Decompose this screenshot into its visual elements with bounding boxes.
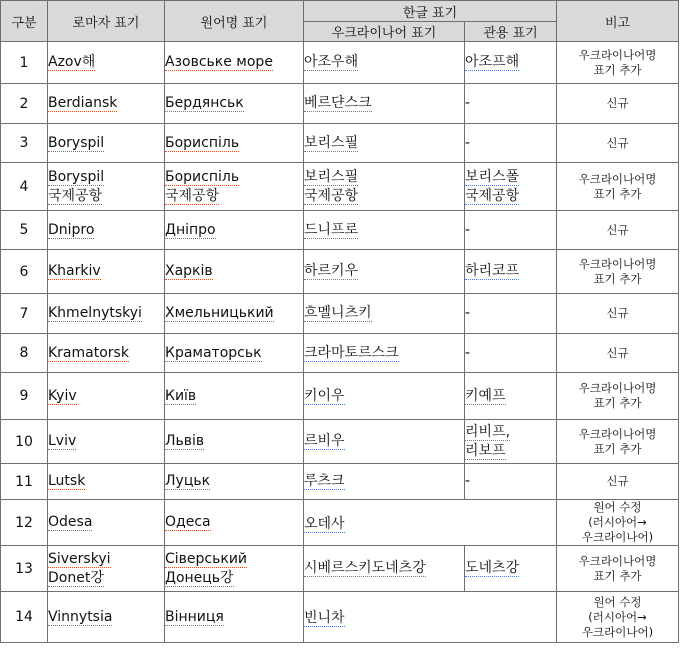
- note-text: 표기 추가: [593, 271, 642, 286]
- note-text: 표기 추가: [593, 396, 642, 410]
- roman-name-text: Siverskyi: [48, 550, 111, 567]
- roman-name-text: Boryspil: [48, 134, 105, 151]
- ukrainian-name-text: 오데사: [304, 515, 345, 532]
- roman-name-text: Dnipro: [48, 221, 95, 238]
- row-number: 14: [1, 592, 48, 643]
- ukrainian-name-text: 시베르스키도네츠강: [304, 560, 426, 576]
- original-name: [165, 500, 304, 546]
- roman-name: [48, 84, 165, 124]
- table-row: [1, 592, 679, 643]
- customary-name: [465, 334, 557, 373]
- ukrainian-name: [304, 42, 465, 84]
- table-body: [1, 42, 679, 643]
- note-text: (러시아어→: [588, 609, 647, 624]
- note-text: 표기 추가: [593, 568, 642, 583]
- roman-name: [48, 546, 165, 592]
- original-name-text: Дніпро: [165, 221, 216, 238]
- roman-name-text: Kramatorsk: [48, 344, 129, 361]
- table-row: [1, 373, 679, 420]
- table-row: [1, 84, 679, 124]
- customary-name: [465, 124, 557, 163]
- table-row: [1, 211, 679, 250]
- ukrainian-name: [304, 124, 465, 163]
- customary-name: [465, 420, 557, 464]
- customary-name: [465, 250, 557, 294]
- roman-name: [48, 124, 165, 163]
- customary-name-text: 도네츠강: [465, 560, 520, 576]
- roman-name: [48, 294, 165, 334]
- original-name-text: Донець강: [165, 569, 234, 586]
- ukrainian-name: [304, 546, 465, 592]
- note: [557, 211, 679, 250]
- note: [557, 592, 679, 643]
- ukrainian-name-text: 르비우: [304, 433, 345, 449]
- note-text: 신규: [606, 345, 629, 360]
- note-text: 우크라이나어명: [578, 171, 657, 186]
- ukrainian-name-text: 베르댠스크: [304, 95, 372, 111]
- row-number: 13: [1, 546, 48, 592]
- row-number: 1: [1, 42, 48, 84]
- ukrainian-name-text: 크라마토르스크: [304, 344, 399, 361]
- row-number: 10: [1, 420, 48, 464]
- ukrainian-name-text: 국제공항: [304, 187, 359, 204]
- original-name-text: Азовське море: [165, 54, 273, 70]
- customary-name: [465, 84, 557, 124]
- roman-name-text: Azov해: [48, 54, 96, 70]
- note-text: 우크라이나어명: [578, 256, 657, 271]
- note: [557, 546, 679, 592]
- roman-name: [48, 211, 165, 250]
- table-row: [1, 42, 679, 84]
- header-original: 원어명 표기: [165, 1, 304, 42]
- note-text: 우크라이나어): [581, 624, 654, 639]
- ukrainian-name-text: 하르키우: [304, 263, 359, 279]
- customary-name: [465, 546, 557, 592]
- original-name: [165, 211, 304, 250]
- roman-name-text: Lutsk: [48, 473, 86, 489]
- original-name: [165, 42, 304, 84]
- original-name-text: Хмельницький: [165, 305, 274, 321]
- roman-name: [48, 163, 165, 211]
- ukrainian-name: [304, 464, 465, 500]
- ukrainian-name: [304, 373, 465, 420]
- row-number: 5: [1, 211, 48, 250]
- customary-name: [465, 294, 557, 334]
- original-name: [165, 294, 304, 334]
- ukrainian-name: [304, 334, 465, 373]
- ukrainian-name: [304, 163, 465, 211]
- note-text: 우크라이나어): [581, 530, 654, 544]
- ukrainian-name: [304, 592, 557, 643]
- roman-name-text: Odesa: [48, 514, 93, 530]
- roman-name: [48, 420, 165, 464]
- customary-name-text: -: [465, 95, 471, 111]
- note-text: 신규: [606, 306, 629, 320]
- roman-name-text: Berdiansk: [48, 95, 118, 111]
- table-row: [1, 464, 679, 500]
- note: [557, 294, 679, 334]
- roman-name-text: Khmelnytskyi: [48, 305, 142, 321]
- note-text: 신규: [606, 222, 629, 237]
- row-number: 9: [1, 373, 48, 420]
- original-name: [165, 546, 304, 592]
- ukrainian-name-text: 아조우해: [304, 54, 359, 70]
- table-row: [1, 124, 679, 163]
- note: [557, 250, 679, 294]
- note-text: 표기 추가: [593, 441, 642, 456]
- header-num: 구분: [1, 1, 48, 42]
- original-name: [165, 464, 304, 500]
- table-row: [1, 163, 679, 211]
- note: [557, 163, 679, 211]
- note: [557, 124, 679, 163]
- roman-name-text: Boryspil: [48, 168, 105, 185]
- customary-name: [465, 163, 557, 211]
- note: [557, 464, 679, 500]
- customary-name-text: -: [465, 473, 471, 489]
- original-name-text: Харків: [165, 263, 213, 279]
- note-text: 원어 수정: [593, 500, 642, 514]
- roman-name: [48, 42, 165, 84]
- row-number: 2: [1, 84, 48, 124]
- original-name-text: Бориспіль: [165, 168, 240, 185]
- header-ukrainian: 우크라이나어 표기: [304, 22, 465, 42]
- customary-name-text: 리비프,: [465, 423, 511, 440]
- note: [557, 373, 679, 420]
- original-name: [165, 163, 304, 211]
- roman-name: [48, 373, 165, 420]
- note: [557, 500, 679, 546]
- ukrainian-name-text: 루츠크: [304, 473, 345, 489]
- customary-name: [465, 464, 557, 500]
- row-number: 4: [1, 163, 48, 211]
- note: [557, 420, 679, 464]
- roman-name: [48, 334, 165, 373]
- original-name: [165, 373, 304, 420]
- original-name-text: 국제공항: [165, 187, 220, 204]
- customary-name-text: -: [465, 344, 471, 361]
- original-name-text: Одеса: [165, 514, 211, 530]
- row-number: 6: [1, 250, 48, 294]
- table-row: [1, 500, 679, 546]
- original-name: [165, 592, 304, 643]
- customary-name: [465, 42, 557, 84]
- row-number: 8: [1, 334, 48, 373]
- original-name-text: Луцьк: [165, 473, 211, 489]
- original-name: [165, 124, 304, 163]
- header-note: 비고: [557, 1, 679, 42]
- original-name: [165, 334, 304, 373]
- note-text: 신규: [606, 474, 629, 488]
- roman-name-text: Vinnytsia: [48, 608, 113, 625]
- customary-name: [465, 373, 557, 420]
- customary-name-text: -: [465, 305, 471, 321]
- original-name: [165, 420, 304, 464]
- ukrainian-name: [304, 84, 465, 124]
- customary-name-text: -: [465, 221, 471, 238]
- ukrainian-name-text: 보리스필: [304, 134, 359, 151]
- roman-name: [48, 250, 165, 294]
- table-row: [1, 420, 679, 464]
- ukrainian-name: [304, 420, 465, 464]
- note-text: 우크라이나어명: [578, 426, 657, 441]
- row-number: 7: [1, 294, 48, 334]
- ukrainian-name-text: 보리스필: [304, 168, 359, 185]
- original-name-text: Київ: [165, 387, 197, 404]
- note: [557, 42, 679, 84]
- row-number: 12: [1, 500, 48, 546]
- note: [557, 334, 679, 373]
- original-name-text: Сіверський: [165, 550, 248, 567]
- roman-name-text: Kharkiv: [48, 263, 101, 279]
- original-name-text: Вінниця: [165, 608, 224, 625]
- original-name: [165, 84, 304, 124]
- original-name-text: Краматорськ: [165, 344, 262, 361]
- note-text: 표기 추가: [593, 62, 642, 77]
- original-name: [165, 250, 304, 294]
- ukrainian-name: [304, 211, 465, 250]
- note-text: 원어 수정: [593, 594, 642, 609]
- header-row-1: [1, 1, 679, 22]
- note-text: 신규: [606, 135, 629, 150]
- table-row: [1, 334, 679, 373]
- ukrainian-name-text: 키이우: [304, 387, 345, 404]
- row-number: 11: [1, 464, 48, 500]
- note: [557, 84, 679, 124]
- roman-name-text: 국제공항: [48, 187, 103, 204]
- roman-name: [48, 592, 165, 643]
- ukrainian-name-text: 흐멜니츠키: [304, 305, 372, 321]
- note-text: 우크라이나어명: [578, 47, 657, 62]
- table-row: [1, 294, 679, 334]
- roman-name: [48, 500, 165, 546]
- note-text: (러시아어→: [588, 515, 647, 529]
- header-hangul-group: 한글 표기: [304, 1, 557, 22]
- note-text: 우크라이나어명: [578, 553, 657, 568]
- roman-name-text: Donet강: [48, 569, 104, 586]
- customary-name-text: 리보프: [465, 442, 506, 459]
- ukrainian-name: [304, 500, 557, 546]
- row-number: 3: [1, 124, 48, 163]
- customary-name-text: 아조프해: [465, 54, 520, 70]
- original-name-text: Львів: [165, 433, 205, 449]
- note-text: 표기 추가: [593, 186, 642, 201]
- customary-name-text: 하리코프: [465, 263, 520, 279]
- roman-name-text: Lviv: [48, 433, 77, 449]
- original-name-text: Бердянськ: [165, 95, 244, 111]
- roman-name-text: Kyiv: [48, 387, 77, 404]
- ukrainian-name: [304, 250, 465, 294]
- ukrainian-name-text: 빈니차: [304, 610, 345, 626]
- customary-name: [465, 211, 557, 250]
- note-text: 신규: [606, 96, 629, 110]
- header-roman: 로마자 표기: [48, 1, 165, 42]
- original-name-text: Бориспіль: [165, 134, 240, 151]
- customary-name-text: 키예프: [465, 387, 506, 404]
- roman-name: [48, 464, 165, 500]
- customary-name-text: -: [465, 134, 471, 151]
- table-row: [1, 546, 679, 592]
- header-customary: 관용 표기: [465, 22, 557, 42]
- ukrainian-name: [304, 294, 465, 334]
- customary-name-text: 국제공항: [465, 187, 520, 204]
- customary-name-text: 보리스폴: [465, 168, 520, 185]
- ukrainian-name-text: 드니프로: [304, 221, 359, 238]
- table-row: [1, 250, 679, 294]
- note-text: 우크라이나어명: [578, 381, 657, 395]
